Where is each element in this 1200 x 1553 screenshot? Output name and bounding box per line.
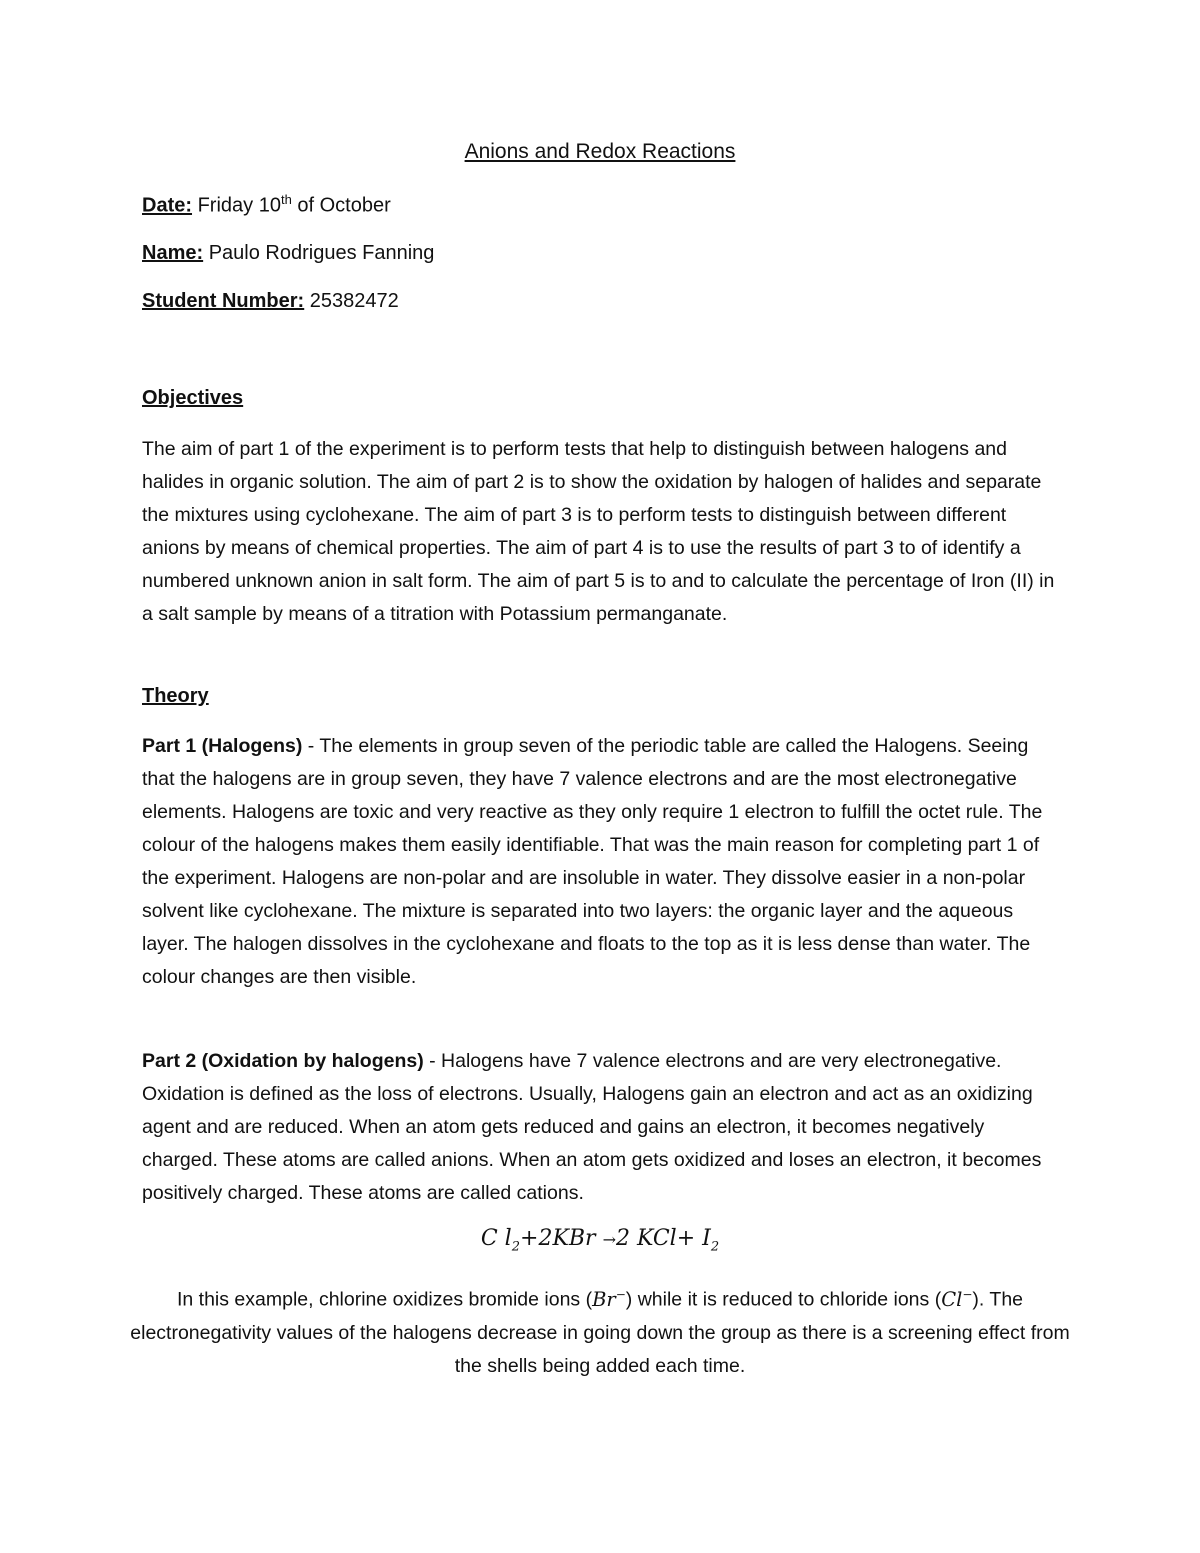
example-text1: In this example, chlorine oxidizes bromide ions ( [176,1288,593,1311]
eq-i: I [702,1226,711,1251]
part2-text: - Halogens have 7 valence electrons and are very electronegative. Oxidation is defined as the loss of electrons. Usually, Halogens gain an electron and act as an oxidizing agent and are reduced. When an atom gets reduced and gains an electron, it becomes negatively charged. These atoms are called anions. When an atom gets oxidized and loses an electron, it becomes positively charged. These atoms are called cations. [142,1050,1042,1204]
example-paragraph [130,1278,1070,1383]
date-line [142,192,391,218]
eq-plus2: + [676,1226,703,1251]
part1-text: - The elements in group seven of the periodic table are called the Halogens. Seeing that the halogens are in group seven, they have 7 valence electrons and are the most electronegative elements. Halogens are toxic and very reactive as they only require 1 electron to fulfill the octet rule. The colour of the halogens makes them easily identifiable. That was the main reason for completing part 1 of the experiment. Halogens are non-polar and are insoluble in water. They dissolve easier in a non-polar solvent like cyclohexane. The mixture is separated into two layers: the organic layer and the aqueous layer. The halogen dissolves in the cyclohexane and floats to the top as it is less dense than water. The colour changes are then visible. [142,735,1043,988]
date-label: Date: [142,194,193,217]
bromide-ion [592,1288,626,1311]
bromide-symbol: Br [592,1287,616,1311]
student-number-label: Student Number: [142,290,305,312]
student-number-value: 25382472 [309,290,399,312]
eq-cl: C l [480,1226,512,1251]
redox-equation [0,1226,1200,1254]
eq-cl-sub: 2 [511,1239,521,1255]
objectives-paragraph: The aim of part 1 of the experiment is to perform tests that help to distinguish between halogens and halides in organic solution. The aim of part 2 is to show the oxidation by halogen of halides and separate the mixtures using cyclohexane. The aim of part 3 is to perform tests to distinguish between different anions by means of chemical properties. The aim of part 4 is to use the results of part 3 to of identify a numbered unknown anion in salt form. The aim of part 5 is to and to calculate the percentage of Iron (II) in a salt sample by means of a titration with Potassium permanganate. [142,438,1055,625]
part2-label: Part 2 (Oxidation by halogens) [142,1050,424,1072]
theory-heading: Theory [142,685,209,707]
eq-plus1: +2 [520,1226,553,1251]
part1-paragraph [142,730,1062,994]
date-value-post: of October [291,194,391,217]
document-title: Anions and Redox Reactions [464,140,736,163]
student-number-line [142,290,399,313]
name-label: Name: [142,242,204,264]
name-value: Paulo Rodrigues Fanning [208,242,435,264]
bromide-charge: − [615,1287,626,1301]
objectives-heading: Objectives [142,387,244,409]
eq-kbr: KBr [552,1226,603,1251]
name-line [142,242,434,265]
chloride-ion [941,1288,972,1311]
part2-paragraph [142,1045,1062,1210]
example-text2: ) while it is reduced to chloride ions ( [625,1288,942,1311]
eq-two: 2 [615,1226,637,1251]
chloride-charge: − [962,1287,973,1301]
date-value-sup: th [280,192,292,207]
eq-i-sub: 2 [710,1239,720,1255]
example-text4: The electronegativity values of the halogens decrease in going down the group as there is a screening effect from the shells being added each time. [130,1288,1070,1377]
chloride-symbol: Cl [941,1287,963,1311]
eq-kcl: KCl [636,1226,677,1251]
part1-label: Part 1 (Halogens) [142,735,303,757]
date-value-pre: Friday 10 [197,194,281,217]
eq-arrow-icon: → [602,1230,616,1249]
example-text3: ). [972,1288,985,1311]
